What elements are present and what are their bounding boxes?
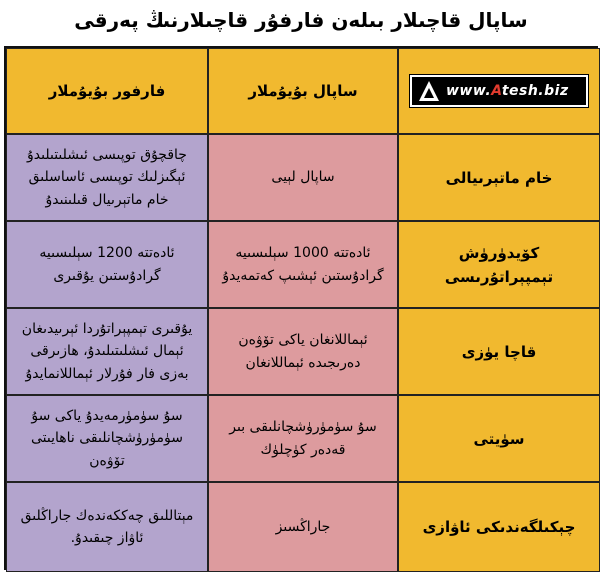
row-firing-temp-label: كۆيدۈرۈش تېمپېراتۇرىسى bbox=[398, 221, 600, 308]
logo-mark-icon bbox=[418, 80, 440, 102]
row-raw-material-pottery: ساپال لېيى bbox=[208, 134, 398, 221]
row-quality-label: سۈيتى bbox=[398, 395, 600, 482]
row-surface-porcelain: يۇقىرى تېمپېراتۇردا ئېرىيدىغان ئېمال ئىشلىتىلىدۇ، ھازىرقى بەزى فار فۇرلار ئېماللانمايدۇ bbox=[6, 308, 208, 395]
row-raw-material-label: خام ماتېرىيالى bbox=[398, 134, 600, 221]
logo-text: www.Atesh.biz bbox=[446, 82, 569, 99]
comparison-table bbox=[4, 46, 598, 570]
site-logo[interactable] bbox=[410, 75, 588, 107]
row-firing-temp-pottery: ئادەتتە 1000 سېلىسىيە گرادۇستىن ئېشىپ كەتمەيدۇ bbox=[208, 221, 398, 308]
row-sound-pottery: جاراڭسىز bbox=[208, 482, 398, 572]
row-surface-pottery: ئېماللانغان ياكى تۆۋەن دەرىجىدە ئېماللانغان bbox=[208, 308, 398, 395]
row-raw-material-porcelain: چاقچۇق توپىسى ئىشلىتىلىدۇ ئېگىزلىك توپىسى ئاساسلىق خام ماتېرىيال قىلىنىدۇ bbox=[6, 134, 208, 221]
row-sound-label: چېكىلگەندىكى ئاۋازى bbox=[398, 482, 600, 572]
logo-cell bbox=[398, 48, 600, 134]
row-surface-label: قاچا يۈزى bbox=[398, 308, 600, 395]
header-pottery: ساپال بۇيۇملار bbox=[208, 48, 398, 134]
row-quality-pottery: سۇ سۈمۈرۈشچانلىقى بىر قەدەر كۈچلۈك bbox=[208, 395, 398, 482]
row-quality-porcelain: سۇ سۈمۈرمەيدۇ ياكى سۇ سۈمۈرۈشچانلىقى ناھايىتى تۆۋەن bbox=[6, 395, 208, 482]
header-porcelain: فارفور بۇيۇملار bbox=[6, 48, 208, 134]
page-title: ساپال قاچىلار بىلەن فارفۇر قاچىلارنىڭ پەرقى bbox=[74, 8, 528, 32]
row-firing-temp-porcelain: ئادەتتە 1200 سېلىسىيە گرادۇستىن يۇقىرى bbox=[6, 221, 208, 308]
row-sound-porcelain: مېتاللىق چەككەندەك جاراڭلىق ئاۋاز چىقىدۇ. bbox=[6, 482, 208, 572]
